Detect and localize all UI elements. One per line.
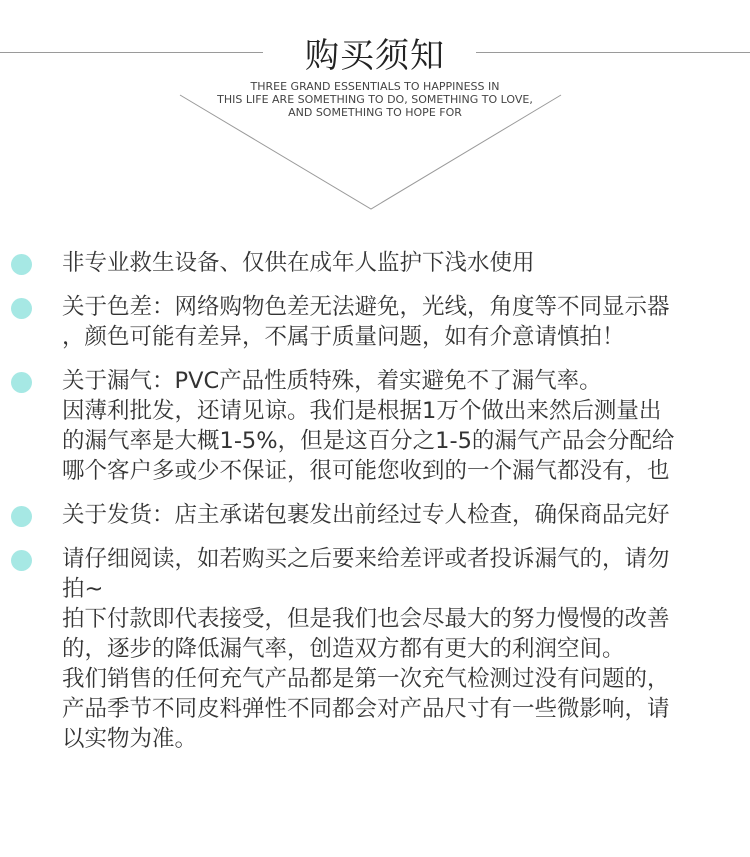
subtitle-line: THREE GRAND ESSENTIALS TO HAPPINESS IN <box>250 80 500 93</box>
notice-text-line: 拍下付款即代表接受，但是我们也会尽最大的努力慢慢的改善 <box>62 606 670 632</box>
notice-text-line: 以实物为准。 <box>62 726 198 752</box>
bullet-dot-icon <box>11 254 32 275</box>
subtitle-line: THIS LIFE ARE SOMETHING TO DO, SOMETHING TO LOVE, <box>217 93 533 106</box>
subtitle-line: AND SOMETHING TO HOPE FOR <box>288 106 462 119</box>
notice-text-line: 拍~ <box>62 576 104 602</box>
notice-item-reading <box>0 544 750 754</box>
notice-text-line: 关于发货：店主承诺包裹发出前经过专人检查，确保商品完好 <box>62 502 670 528</box>
notice-header <box>0 0 750 215</box>
notice-text-line: 哪个客户多或少不保证，很可能您收到的一个漏气都没有，也 <box>62 458 670 484</box>
notice-text-line: 的，逐步的降低漏气率，创造双方都有更大的利润空间。 <box>62 636 625 662</box>
notice-item-color <box>0 292 750 352</box>
notice-item-safety <box>0 248 750 278</box>
notice-list <box>0 248 750 768</box>
notice-text-line: 我们销售的任何充气产品都是第一次充气检测过没有问题的， <box>62 666 670 692</box>
bullet-dot-icon <box>11 372 32 393</box>
notice-text-line: 非专业救生设备、仅供在成年人监护下浅水使用 <box>62 250 535 276</box>
notice-item-leak <box>0 366 750 486</box>
notice-text-line: 关于漏气：PVC产品性质特殊，着实避免不了漏气率。 <box>62 368 602 394</box>
notice-text-line: 产品季节不同皮料弹性不同都会对产品尺寸有一些微影响，请 <box>62 696 670 722</box>
subtitle <box>0 80 750 119</box>
notice-item-shipping <box>0 500 750 530</box>
bullet-dot-icon <box>11 506 32 527</box>
notice-text-line: 关于色差：网络购物色差无法避免，光线，角度等不同显示器 <box>62 294 670 320</box>
page-title: 购买须知 <box>305 36 445 76</box>
notice-text-line: 的漏气率是大概1-5%，但是这百分之1-5的漏气产品会分配给 <box>62 428 675 454</box>
bullet-dot-icon <box>11 298 32 319</box>
notice-text-line: ，颜色可能有差异，不属于质量问题，如有介意请慎拍！ <box>62 324 625 350</box>
notice-text-line: 请仔细阅读，如若购买之后要来给差评或者投诉漏气的，请勿 <box>62 546 670 572</box>
bullet-dot-icon <box>11 550 32 571</box>
notice-text-line: 因薄利批发，还请见谅。我们是根据1万个做出来然后测量出 <box>62 398 662 424</box>
